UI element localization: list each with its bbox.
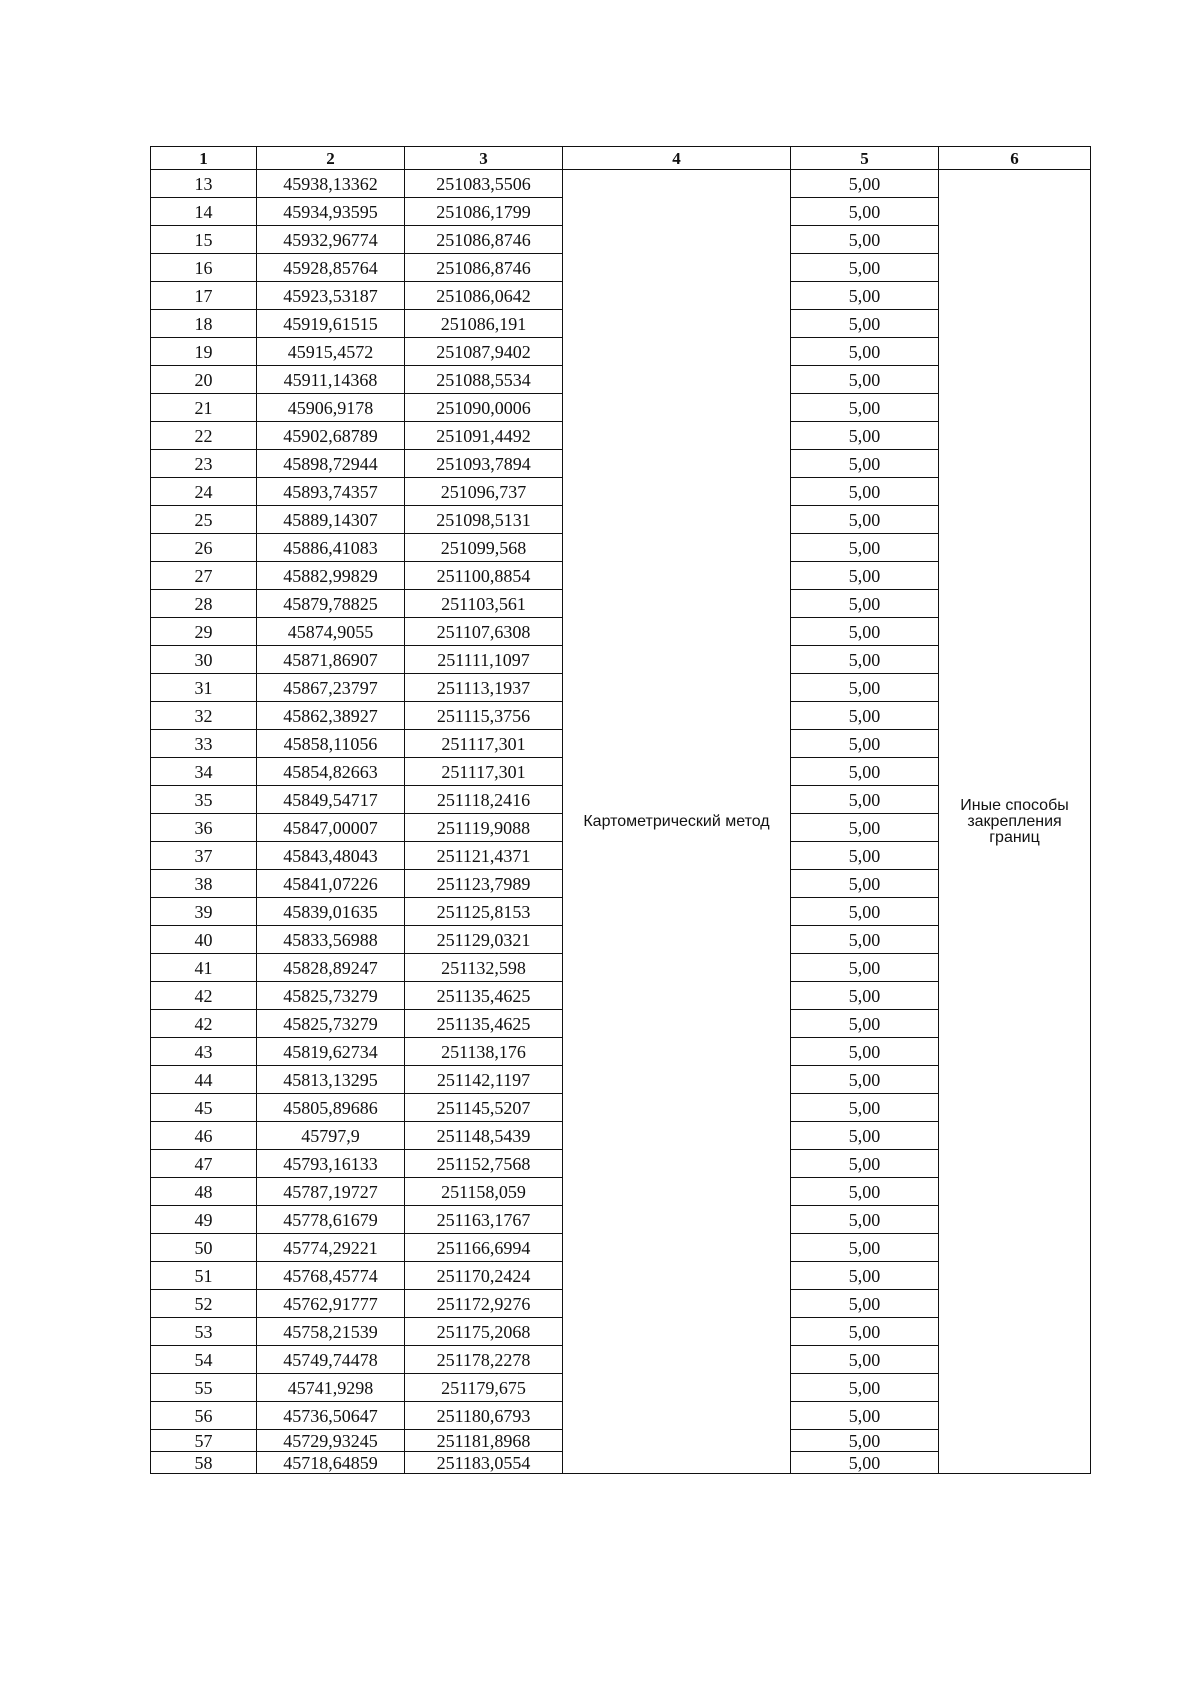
y-coordinate-cell: 251117,301: [405, 730, 563, 758]
x-coordinate-cell: 45843,48043: [257, 842, 405, 870]
x-coordinate-cell: 45882,99829: [257, 562, 405, 590]
point-number-cell: 13: [151, 170, 257, 198]
x-coordinate-cell: 45813,13295: [257, 1066, 405, 1094]
y-coordinate-cell: 251115,3756: [405, 702, 563, 730]
accuracy-cell: 5,00: [791, 674, 939, 702]
accuracy-cell: 5,00: [791, 1452, 939, 1474]
point-number-cell: 56: [151, 1402, 257, 1430]
x-coordinate-cell: 45928,85764: [257, 254, 405, 282]
point-number-cell: 32: [151, 702, 257, 730]
accuracy-cell: 5,00: [791, 842, 939, 870]
x-coordinate-cell: 45934,93595: [257, 198, 405, 226]
point-number-cell: 39: [151, 898, 257, 926]
point-number-cell: 16: [151, 254, 257, 282]
point-number-cell: 23: [151, 450, 257, 478]
accuracy-cell: 5,00: [791, 786, 939, 814]
point-number-cell: 26: [151, 534, 257, 562]
x-coordinate-cell: 45879,78825: [257, 590, 405, 618]
point-number-cell: 58: [151, 1452, 257, 1474]
point-number-cell: 34: [151, 758, 257, 786]
header-cell: 1: [151, 147, 257, 170]
x-coordinate-cell: 45932,96774: [257, 226, 405, 254]
point-number-cell: 35: [151, 786, 257, 814]
accuracy-cell: 5,00: [791, 618, 939, 646]
x-coordinate-cell: 45758,21539: [257, 1318, 405, 1346]
y-coordinate-cell: 251107,6308: [405, 618, 563, 646]
x-coordinate-cell: 45774,29221: [257, 1234, 405, 1262]
x-coordinate-cell: 45898,72944: [257, 450, 405, 478]
x-coordinate-cell: 45854,82663: [257, 758, 405, 786]
header-cell: 6: [939, 147, 1091, 170]
y-coordinate-cell: 251135,4625: [405, 982, 563, 1010]
accuracy-cell: 5,00: [791, 1010, 939, 1038]
x-coordinate-cell: 45889,14307: [257, 506, 405, 534]
accuracy-cell: 5,00: [791, 1346, 939, 1374]
x-coordinate-cell: 45902,68789: [257, 422, 405, 450]
y-coordinate-cell: 251132,598: [405, 954, 563, 982]
header-cell: 4: [563, 147, 791, 170]
fixation-method-cell: [939, 170, 1091, 1474]
x-coordinate-cell: 45841,07226: [257, 870, 405, 898]
accuracy-cell: 5,00: [791, 926, 939, 954]
point-number-cell: 14: [151, 198, 257, 226]
header-cell: 5: [791, 147, 939, 170]
accuracy-cell: 5,00: [791, 394, 939, 422]
point-number-cell: 17: [151, 282, 257, 310]
y-coordinate-cell: 251170,2424: [405, 1262, 563, 1290]
y-coordinate-cell: 251113,1937: [405, 674, 563, 702]
x-coordinate-cell: 45839,01635: [257, 898, 405, 926]
method-cell: Картометрический метод: [563, 170, 791, 1474]
accuracy-cell: 5,00: [791, 814, 939, 842]
accuracy-cell: 5,00: [791, 1066, 939, 1094]
point-number-cell: 49: [151, 1206, 257, 1234]
accuracy-cell: 5,00: [791, 422, 939, 450]
x-coordinate-cell: 45867,23797: [257, 674, 405, 702]
point-number-cell: 33: [151, 730, 257, 758]
fixation-method-line: границ: [989, 828, 1040, 846]
y-coordinate-cell: 251158,059: [405, 1178, 563, 1206]
point-number-cell: 25: [151, 506, 257, 534]
y-coordinate-cell: 251148,5439: [405, 1122, 563, 1150]
point-number-cell: 37: [151, 842, 257, 870]
point-number-cell: 40: [151, 926, 257, 954]
x-coordinate-cell: 45778,61679: [257, 1206, 405, 1234]
accuracy-cell: 5,00: [791, 534, 939, 562]
x-coordinate-cell: 45819,62734: [257, 1038, 405, 1066]
accuracy-cell: 5,00: [791, 254, 939, 282]
accuracy-cell: 5,00: [791, 982, 939, 1010]
x-coordinate-cell: 45741,9298: [257, 1374, 405, 1402]
table-row: [151, 170, 1091, 198]
point-number-cell: 47: [151, 1150, 257, 1178]
x-coordinate-cell: 45768,45774: [257, 1262, 405, 1290]
point-number-cell: 57: [151, 1430, 257, 1452]
point-number-cell: 22: [151, 422, 257, 450]
y-coordinate-cell: 251117,301: [405, 758, 563, 786]
y-coordinate-cell: 251172,9276: [405, 1290, 563, 1318]
y-coordinate-cell: 251096,737: [405, 478, 563, 506]
point-number-cell: 42: [151, 982, 257, 1010]
point-number-cell: 27: [151, 562, 257, 590]
y-coordinate-cell: 251111,1097: [405, 646, 563, 674]
y-coordinate-cell: 251183,0554: [405, 1452, 563, 1474]
x-coordinate-cell: 45862,38927: [257, 702, 405, 730]
y-coordinate-cell: 251100,8854: [405, 562, 563, 590]
x-coordinate-cell: 45874,9055: [257, 618, 405, 646]
accuracy-cell: 5,00: [791, 366, 939, 394]
x-coordinate-cell: 45797,9: [257, 1122, 405, 1150]
point-number-cell: 38: [151, 870, 257, 898]
accuracy-cell: 5,00: [791, 870, 939, 898]
point-number-cell: 45: [151, 1094, 257, 1122]
y-coordinate-cell: 251086,191: [405, 310, 563, 338]
y-coordinate-cell: 251179,675: [405, 1374, 563, 1402]
x-coordinate-cell: 45911,14368: [257, 366, 405, 394]
y-coordinate-cell: 251086,0642: [405, 282, 563, 310]
point-number-cell: 21: [151, 394, 257, 422]
y-coordinate-cell: 251088,5534: [405, 366, 563, 394]
x-coordinate-cell: 45825,73279: [257, 982, 405, 1010]
y-coordinate-cell: 251086,1799: [405, 198, 563, 226]
x-coordinate-cell: 45729,93245: [257, 1430, 405, 1452]
accuracy-cell: 5,00: [791, 198, 939, 226]
point-number-cell: 28: [151, 590, 257, 618]
x-coordinate-cell: 45749,74478: [257, 1346, 405, 1374]
point-number-cell: 20: [151, 366, 257, 394]
point-number-cell: 55: [151, 1374, 257, 1402]
point-number-cell: 52: [151, 1290, 257, 1318]
accuracy-cell: 5,00: [791, 282, 939, 310]
x-coordinate-cell: 45847,00007: [257, 814, 405, 842]
fixation-method-line: Иные способы: [960, 796, 1069, 814]
header-row: [151, 147, 1091, 170]
y-coordinate-cell: 251093,7894: [405, 450, 563, 478]
accuracy-cell: 5,00: [791, 338, 939, 366]
y-coordinate-cell: 251090,0006: [405, 394, 563, 422]
x-coordinate-cell: 45793,16133: [257, 1150, 405, 1178]
x-coordinate-cell: 45805,89686: [257, 1094, 405, 1122]
accuracy-cell: 5,00: [791, 170, 939, 198]
header-cell: 3: [405, 147, 563, 170]
y-coordinate-cell: 251123,7989: [405, 870, 563, 898]
accuracy-cell: 5,00: [791, 1318, 939, 1346]
accuracy-cell: 5,00: [791, 1290, 939, 1318]
y-coordinate-cell: 251087,9402: [405, 338, 563, 366]
point-number-cell: 41: [151, 954, 257, 982]
y-coordinate-cell: 251086,8746: [405, 254, 563, 282]
point-number-cell: 54: [151, 1346, 257, 1374]
x-coordinate-cell: 45915,4572: [257, 338, 405, 366]
x-coordinate-cell: 45919,61515: [257, 310, 405, 338]
y-coordinate-cell: 251129,0321: [405, 926, 563, 954]
point-number-cell: 44: [151, 1066, 257, 1094]
accuracy-cell: 5,00: [791, 758, 939, 786]
y-coordinate-cell: 251099,568: [405, 534, 563, 562]
x-coordinate-cell: 45893,74357: [257, 478, 405, 506]
accuracy-cell: 5,00: [791, 1374, 939, 1402]
accuracy-cell: 5,00: [791, 478, 939, 506]
x-coordinate-cell: 45923,53187: [257, 282, 405, 310]
point-number-cell: 51: [151, 1262, 257, 1290]
y-coordinate-cell: 251103,561: [405, 590, 563, 618]
y-coordinate-cell: 251145,5207: [405, 1094, 563, 1122]
accuracy-cell: 5,00: [791, 1430, 939, 1452]
x-coordinate-cell: 45858,11056: [257, 730, 405, 758]
table-body: [151, 170, 1091, 1474]
accuracy-cell: 5,00: [791, 646, 939, 674]
fixation-method-line: закрепления: [967, 812, 1062, 830]
accuracy-cell: 5,00: [791, 1206, 939, 1234]
accuracy-cell: 5,00: [791, 310, 939, 338]
y-coordinate-cell: 251178,2278: [405, 1346, 563, 1374]
point-number-cell: 36: [151, 814, 257, 842]
x-coordinate-cell: 45787,19727: [257, 1178, 405, 1206]
y-coordinate-cell: 251166,6994: [405, 1234, 563, 1262]
accuracy-cell: 5,00: [791, 954, 939, 982]
point-number-cell: 48: [151, 1178, 257, 1206]
y-coordinate-cell: 251181,8968: [405, 1430, 563, 1452]
accuracy-cell: 5,00: [791, 1262, 939, 1290]
y-coordinate-cell: 251138,176: [405, 1038, 563, 1066]
y-coordinate-cell: 251098,5131: [405, 506, 563, 534]
accuracy-cell: 5,00: [791, 730, 939, 758]
x-coordinate-cell: 45828,89247: [257, 954, 405, 982]
accuracy-cell: 5,00: [791, 1150, 939, 1178]
y-coordinate-cell: 251135,4625: [405, 1010, 563, 1038]
x-coordinate-cell: 45886,41083: [257, 534, 405, 562]
coordinates-table: [150, 146, 1091, 1474]
x-coordinate-cell: 45736,50647: [257, 1402, 405, 1430]
accuracy-cell: 5,00: [791, 562, 939, 590]
y-coordinate-cell: 251152,7568: [405, 1150, 563, 1178]
point-number-cell: 15: [151, 226, 257, 254]
accuracy-cell: 5,00: [791, 702, 939, 730]
x-coordinate-cell: 45833,56988: [257, 926, 405, 954]
point-number-cell: 53: [151, 1318, 257, 1346]
point-number-cell: 31: [151, 674, 257, 702]
x-coordinate-cell: 45718,64859: [257, 1452, 405, 1474]
x-coordinate-cell: 45871,86907: [257, 646, 405, 674]
accuracy-cell: 5,00: [791, 1178, 939, 1206]
point-number-cell: 18: [151, 310, 257, 338]
accuracy-cell: 5,00: [791, 898, 939, 926]
accuracy-cell: 5,00: [791, 1094, 939, 1122]
x-coordinate-cell: 45825,73279: [257, 1010, 405, 1038]
point-number-cell: 46: [151, 1122, 257, 1150]
accuracy-cell: 5,00: [791, 506, 939, 534]
y-coordinate-cell: 251163,1767: [405, 1206, 563, 1234]
y-coordinate-cell: 251119,9088: [405, 814, 563, 842]
x-coordinate-cell: 45849,54717: [257, 786, 405, 814]
y-coordinate-cell: 251091,4492: [405, 422, 563, 450]
y-coordinate-cell: 251125,8153: [405, 898, 563, 926]
point-number-cell: 43: [151, 1038, 257, 1066]
x-coordinate-cell: 45762,91777: [257, 1290, 405, 1318]
y-coordinate-cell: 251142,1197: [405, 1066, 563, 1094]
accuracy-cell: 5,00: [791, 1122, 939, 1150]
x-coordinate-cell: 45906,9178: [257, 394, 405, 422]
y-coordinate-cell: 251121,4371: [405, 842, 563, 870]
x-coordinate-cell: 45938,13362: [257, 170, 405, 198]
y-coordinate-cell: 251180,6793: [405, 1402, 563, 1430]
y-coordinate-cell: 251175,2068: [405, 1318, 563, 1346]
accuracy-cell: 5,00: [791, 226, 939, 254]
point-number-cell: 50: [151, 1234, 257, 1262]
point-number-cell: 24: [151, 478, 257, 506]
accuracy-cell: 5,00: [791, 1234, 939, 1262]
point-number-cell: 19: [151, 338, 257, 366]
point-number-cell: 30: [151, 646, 257, 674]
accuracy-cell: 5,00: [791, 1402, 939, 1430]
accuracy-cell: 5,00: [791, 1038, 939, 1066]
accuracy-cell: 5,00: [791, 590, 939, 618]
header-cell: 2: [257, 147, 405, 170]
point-number-cell: 29: [151, 618, 257, 646]
y-coordinate-cell: 251086,8746: [405, 226, 563, 254]
accuracy-cell: 5,00: [791, 450, 939, 478]
y-coordinate-cell: 251083,5506: [405, 170, 563, 198]
point-number-cell: 42: [151, 1010, 257, 1038]
y-coordinate-cell: 251118,2416: [405, 786, 563, 814]
